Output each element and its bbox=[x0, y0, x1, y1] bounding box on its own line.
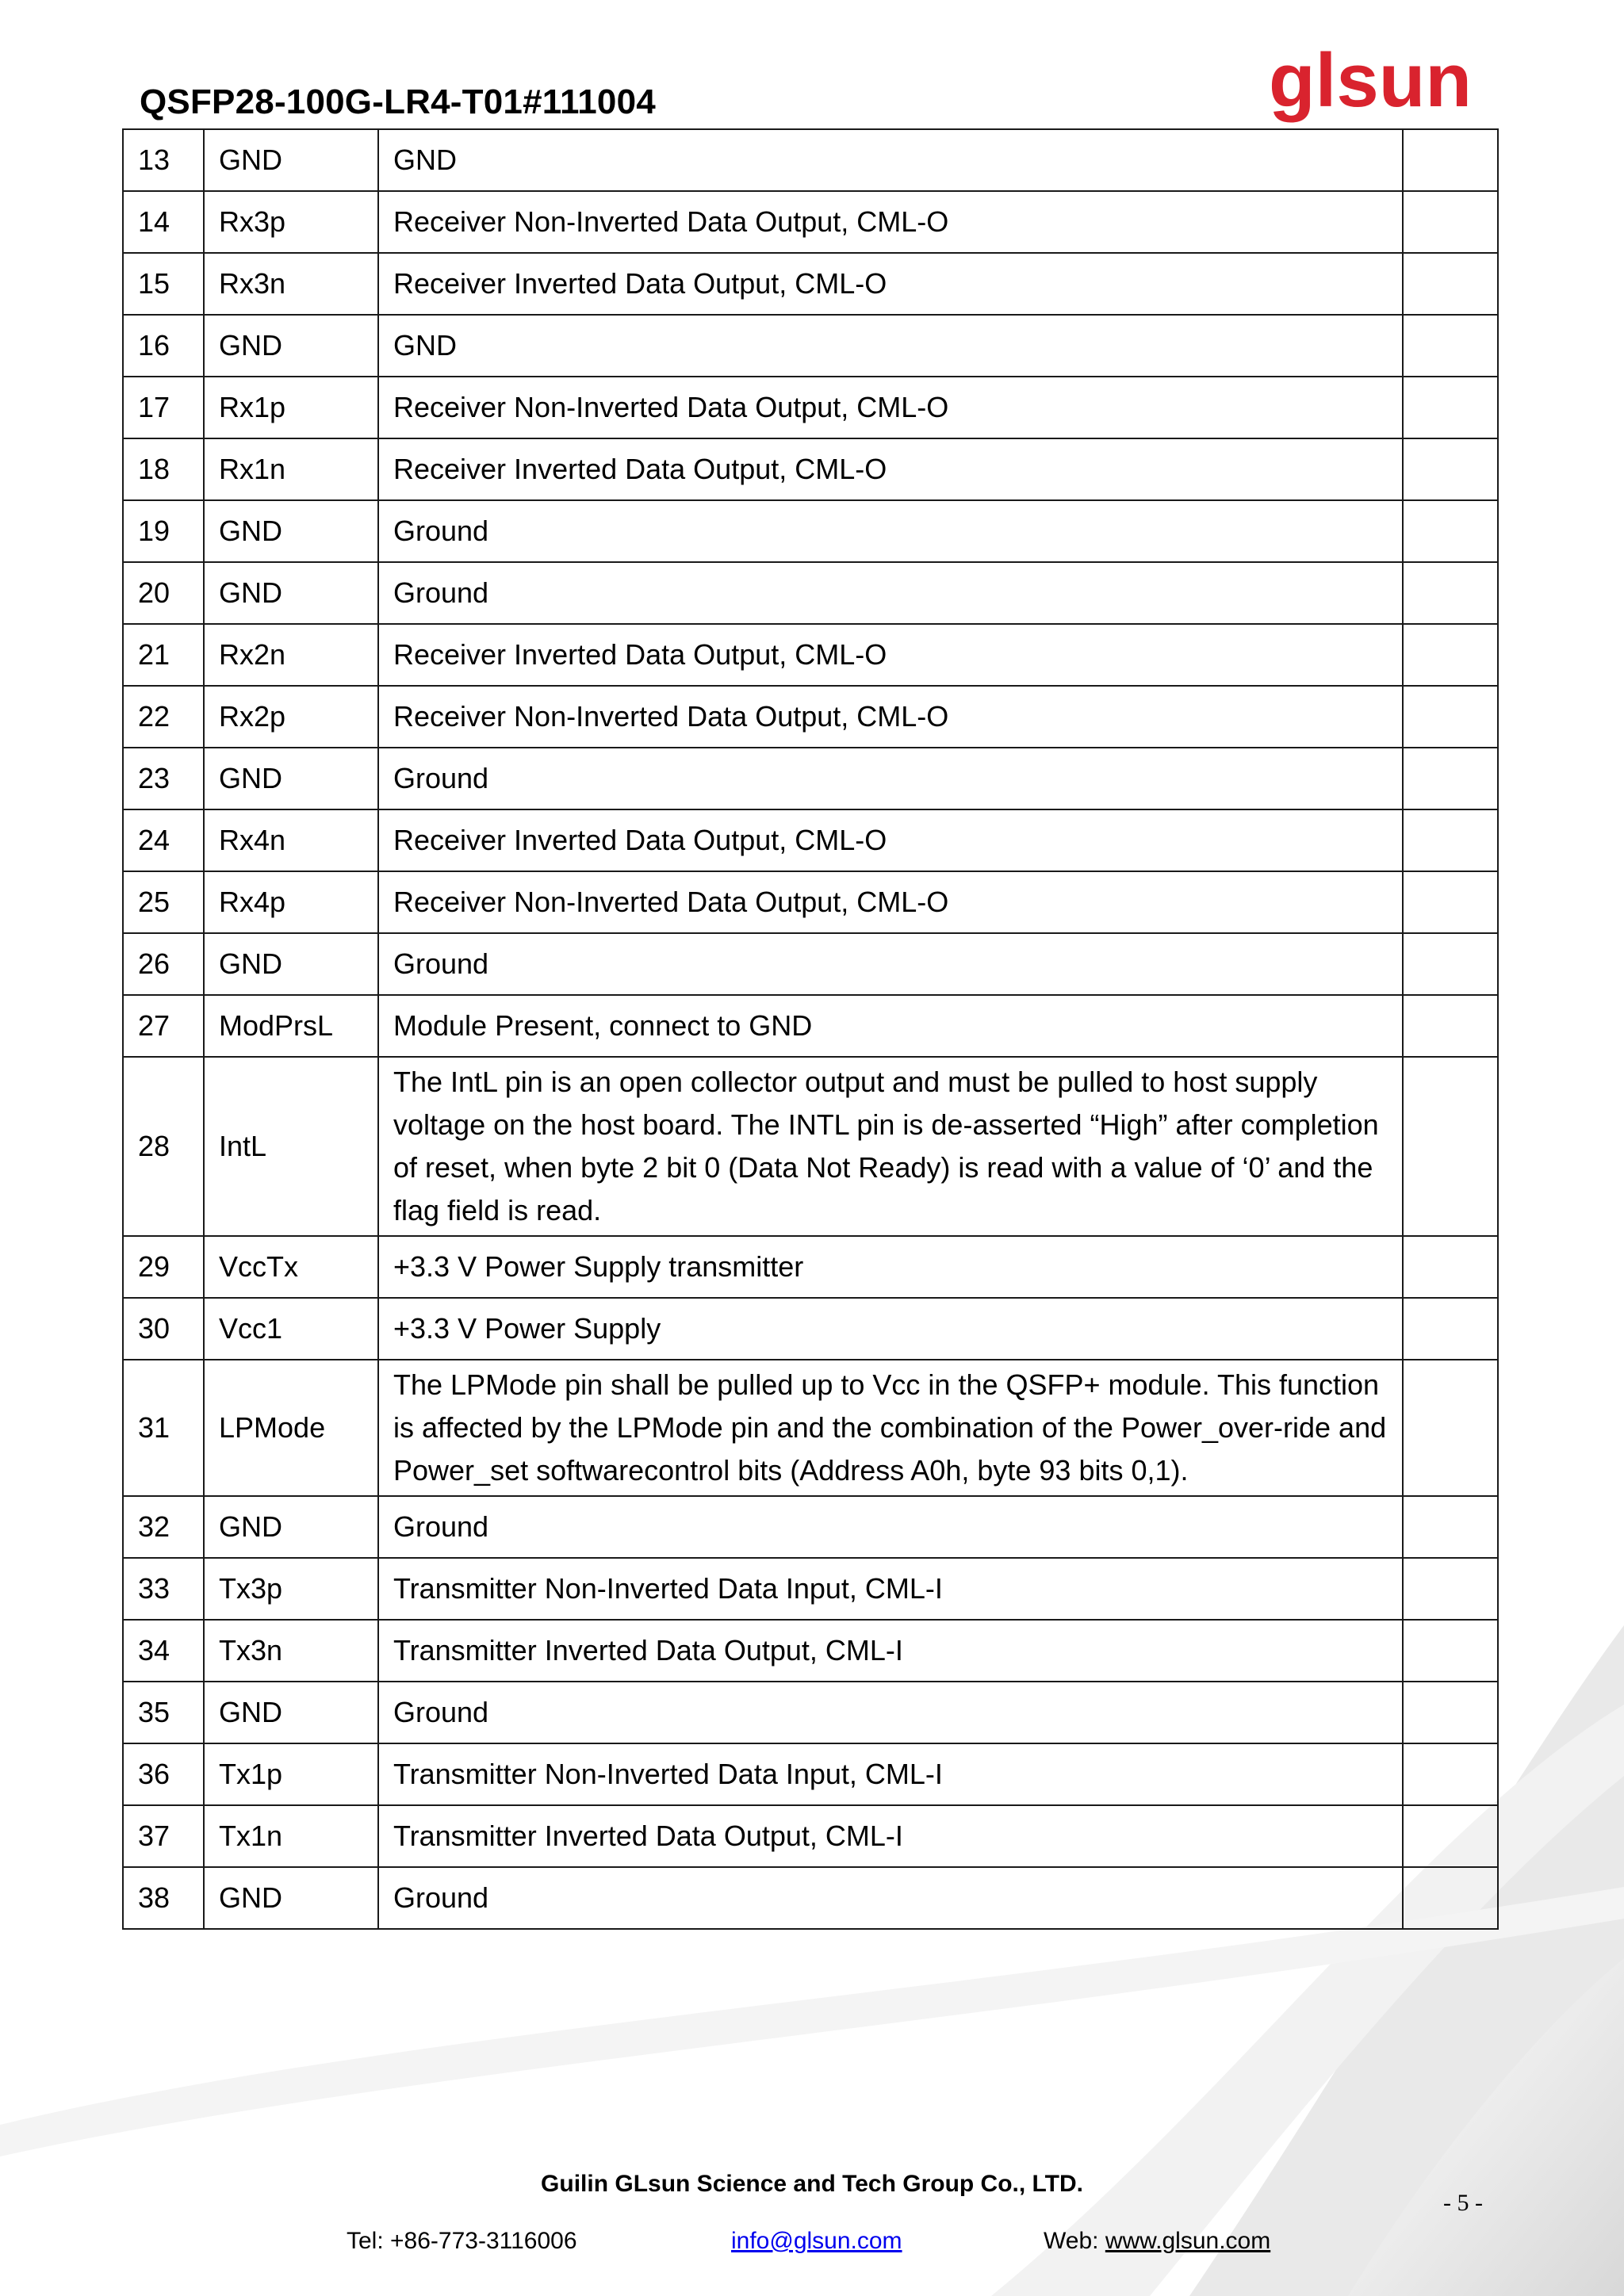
table-row bbox=[123, 191, 1498, 253]
cell-description: Transmitter Non-Inverted Data Input, CML-I bbox=[378, 1558, 1403, 1620]
cell-pin: 14 bbox=[123, 191, 204, 253]
cell-notes bbox=[1403, 315, 1498, 377]
footer-company: Guilin GLsun Science and Tech Group Co., LTD. bbox=[541, 2171, 1083, 2197]
cell-notes bbox=[1403, 1743, 1498, 1805]
cell-pin: 23 bbox=[123, 748, 204, 809]
cell-notes bbox=[1403, 377, 1498, 438]
cell-description: Receiver Inverted Data Output, CML-O bbox=[378, 253, 1403, 315]
cell-pin: 36 bbox=[123, 1743, 204, 1805]
cell-pin: 35 bbox=[123, 1682, 204, 1743]
cell-notes bbox=[1403, 253, 1498, 315]
page-number: - 5 - bbox=[1443, 2190, 1483, 2216]
cell-notes bbox=[1403, 1682, 1498, 1743]
cell-description: Receiver Non-Inverted Data Output, CML-O bbox=[378, 191, 1403, 253]
cell-symbol: Tx1p bbox=[204, 1743, 378, 1805]
cell-notes bbox=[1403, 1558, 1498, 1620]
cell-notes bbox=[1403, 562, 1498, 624]
cell-description: Ground bbox=[378, 748, 1403, 809]
cell-pin: 30 bbox=[123, 1298, 204, 1360]
cell-notes bbox=[1403, 1805, 1498, 1867]
cell-symbol: GND bbox=[204, 1682, 378, 1743]
table-row bbox=[123, 933, 1498, 995]
table-row bbox=[123, 377, 1498, 438]
cell-description: Module Present, connect to GND bbox=[378, 995, 1403, 1057]
cell-description: Ground bbox=[378, 500, 1403, 562]
cell-description: Receiver Non-Inverted Data Output, CML-O bbox=[378, 686, 1403, 748]
cell-notes bbox=[1403, 933, 1498, 995]
table-row bbox=[123, 1057, 1498, 1236]
cell-notes bbox=[1403, 129, 1498, 191]
cell-symbol: Rx2n bbox=[204, 624, 378, 686]
footer-web bbox=[1044, 2228, 1270, 2255]
cell-description: The IntL pin is an open collector output and must be pulled to host supply voltage on the host board. The INTL pin is de-asserted “High” after completion of reset, when byte 2 bit 0 (Data Not Ready) is read with a value of ‘0’ and the flag field is read. bbox=[378, 1057, 1403, 1236]
cell-symbol: Tx1n bbox=[204, 1805, 378, 1867]
cell-pin: 20 bbox=[123, 562, 204, 624]
cell-symbol: Tx3n bbox=[204, 1620, 378, 1682]
table-row bbox=[123, 500, 1498, 562]
table-row bbox=[123, 995, 1498, 1057]
cell-symbol: GND bbox=[204, 500, 378, 562]
cell-symbol: LPMode bbox=[204, 1360, 378, 1496]
table-row bbox=[123, 1620, 1498, 1682]
cell-pin: 13 bbox=[123, 129, 204, 191]
cell-pin: 37 bbox=[123, 1805, 204, 1867]
cell-notes bbox=[1403, 995, 1498, 1057]
cell-notes bbox=[1403, 1236, 1498, 1298]
cell-notes bbox=[1403, 748, 1498, 809]
cell-description: Ground bbox=[378, 562, 1403, 624]
cell-description: Receiver Non-Inverted Data Output, CML-O bbox=[378, 871, 1403, 933]
table-row bbox=[123, 686, 1498, 748]
cell-symbol: Rx2p bbox=[204, 686, 378, 748]
footer-tel: Tel: +86-773-3116006 bbox=[347, 2228, 577, 2254]
cell-pin: 15 bbox=[123, 253, 204, 315]
cell-notes bbox=[1403, 191, 1498, 253]
table-row bbox=[123, 809, 1498, 871]
cell-symbol: IntL bbox=[204, 1057, 378, 1236]
cell-pin: 19 bbox=[123, 500, 204, 562]
footer-web-link[interactable]: www.glsun.com bbox=[1105, 2228, 1271, 2254]
cell-symbol: GND bbox=[204, 1867, 378, 1929]
cell-description: Ground bbox=[378, 1867, 1403, 1929]
cell-pin: 21 bbox=[123, 624, 204, 686]
table-row bbox=[123, 1298, 1498, 1360]
footer-email-link[interactable]: info@glsun.com bbox=[731, 2228, 902, 2254]
cell-symbol: ModPrsL bbox=[204, 995, 378, 1057]
cell-symbol: Tx3p bbox=[204, 1558, 378, 1620]
cell-pin: 27 bbox=[123, 995, 204, 1057]
cell-symbol: Rx4n bbox=[204, 809, 378, 871]
cell-pin: 31 bbox=[123, 1360, 204, 1496]
pin-definition-table bbox=[122, 128, 1499, 1930]
cell-notes bbox=[1403, 500, 1498, 562]
cell-description: +3.3 V Power Supply bbox=[378, 1298, 1403, 1360]
cell-symbol: GND bbox=[204, 129, 378, 191]
cell-notes bbox=[1403, 438, 1498, 500]
cell-pin: 16 bbox=[123, 315, 204, 377]
cell-symbol: GND bbox=[204, 1496, 378, 1558]
cell-symbol: Rx3p bbox=[204, 191, 378, 253]
cell-pin: 33 bbox=[123, 1558, 204, 1620]
cell-pin: 22 bbox=[123, 686, 204, 748]
cell-pin: 24 bbox=[123, 809, 204, 871]
cell-description: Receiver Inverted Data Output, CML-O bbox=[378, 438, 1403, 500]
footer-web-label: Web: bbox=[1044, 2228, 1105, 2254]
table-row bbox=[123, 1360, 1498, 1496]
cell-notes bbox=[1403, 1057, 1498, 1236]
table-row bbox=[123, 253, 1498, 315]
cell-pin: 18 bbox=[123, 438, 204, 500]
table-row bbox=[123, 1558, 1498, 1620]
cell-notes bbox=[1403, 809, 1498, 871]
table-row bbox=[123, 1496, 1498, 1558]
cell-notes bbox=[1403, 1360, 1498, 1496]
cell-notes bbox=[1403, 686, 1498, 748]
table-row bbox=[123, 129, 1498, 191]
cell-description: GND bbox=[378, 315, 1403, 377]
table-row bbox=[123, 1805, 1498, 1867]
cell-symbol: GND bbox=[204, 748, 378, 809]
cell-notes bbox=[1403, 1867, 1498, 1929]
cell-description: +3.3 V Power Supply transmitter bbox=[378, 1236, 1403, 1298]
cell-notes bbox=[1403, 624, 1498, 686]
table-row bbox=[123, 1867, 1498, 1929]
cell-symbol: GND bbox=[204, 315, 378, 377]
cell-description: Transmitter Inverted Data Output, CML-I bbox=[378, 1620, 1403, 1682]
table-row bbox=[123, 1682, 1498, 1743]
cell-symbol: VccTx bbox=[204, 1236, 378, 1298]
table-row bbox=[123, 562, 1498, 624]
svg-text:glsun: glsun bbox=[1269, 49, 1472, 123]
cell-pin: 28 bbox=[123, 1057, 204, 1236]
cell-symbol: Rx4p bbox=[204, 871, 378, 933]
cell-description: Transmitter Non-Inverted Data Input, CML-I bbox=[378, 1743, 1403, 1805]
cell-description: Ground bbox=[378, 933, 1403, 995]
cell-pin: 38 bbox=[123, 1867, 204, 1929]
cell-notes bbox=[1403, 871, 1498, 933]
cell-notes bbox=[1403, 1298, 1498, 1360]
cell-pin: 26 bbox=[123, 933, 204, 995]
cell-description: Receiver Inverted Data Output, CML-O bbox=[378, 624, 1403, 686]
cell-description: Ground bbox=[378, 1682, 1403, 1743]
cell-pin: 29 bbox=[123, 1236, 204, 1298]
glsun-logo bbox=[1269, 49, 1491, 132]
table-row bbox=[123, 1743, 1498, 1805]
table-row bbox=[123, 1236, 1498, 1298]
page-title: QSFP28-100G-LR4-T01#111004 bbox=[140, 82, 656, 121]
table-row bbox=[123, 871, 1498, 933]
table-row bbox=[123, 438, 1498, 500]
cell-pin: 32 bbox=[123, 1496, 204, 1558]
cell-symbol: GND bbox=[204, 933, 378, 995]
table-row bbox=[123, 748, 1498, 809]
cell-description: Ground bbox=[378, 1496, 1403, 1558]
table-row bbox=[123, 315, 1498, 377]
cell-description: Receiver Inverted Data Output, CML-O bbox=[378, 809, 1403, 871]
cell-notes bbox=[1403, 1496, 1498, 1558]
cell-description: The LPMode pin shall be pulled up to Vcc in the QSFP+ module. This function is affected by the LPMode pin and the combination of the Power_over-ride and Power_set softwarecontrol bits (Address A0h, byte 93 bits 0,1). bbox=[378, 1360, 1403, 1496]
cell-symbol: Rx1p bbox=[204, 377, 378, 438]
cell-symbol: Vcc1 bbox=[204, 1298, 378, 1360]
table-row bbox=[123, 624, 1498, 686]
cell-description: Transmitter Inverted Data Output, CML-I bbox=[378, 1805, 1403, 1867]
cell-symbol: Rx1n bbox=[204, 438, 378, 500]
cell-description: GND bbox=[378, 129, 1403, 191]
cell-notes bbox=[1403, 1620, 1498, 1682]
cell-description: Receiver Non-Inverted Data Output, CML-O bbox=[378, 377, 1403, 438]
cell-symbol: Rx3n bbox=[204, 253, 378, 315]
cell-pin: 25 bbox=[123, 871, 204, 933]
cell-pin: 17 bbox=[123, 377, 204, 438]
cell-pin: 34 bbox=[123, 1620, 204, 1682]
cell-symbol: GND bbox=[204, 562, 378, 624]
